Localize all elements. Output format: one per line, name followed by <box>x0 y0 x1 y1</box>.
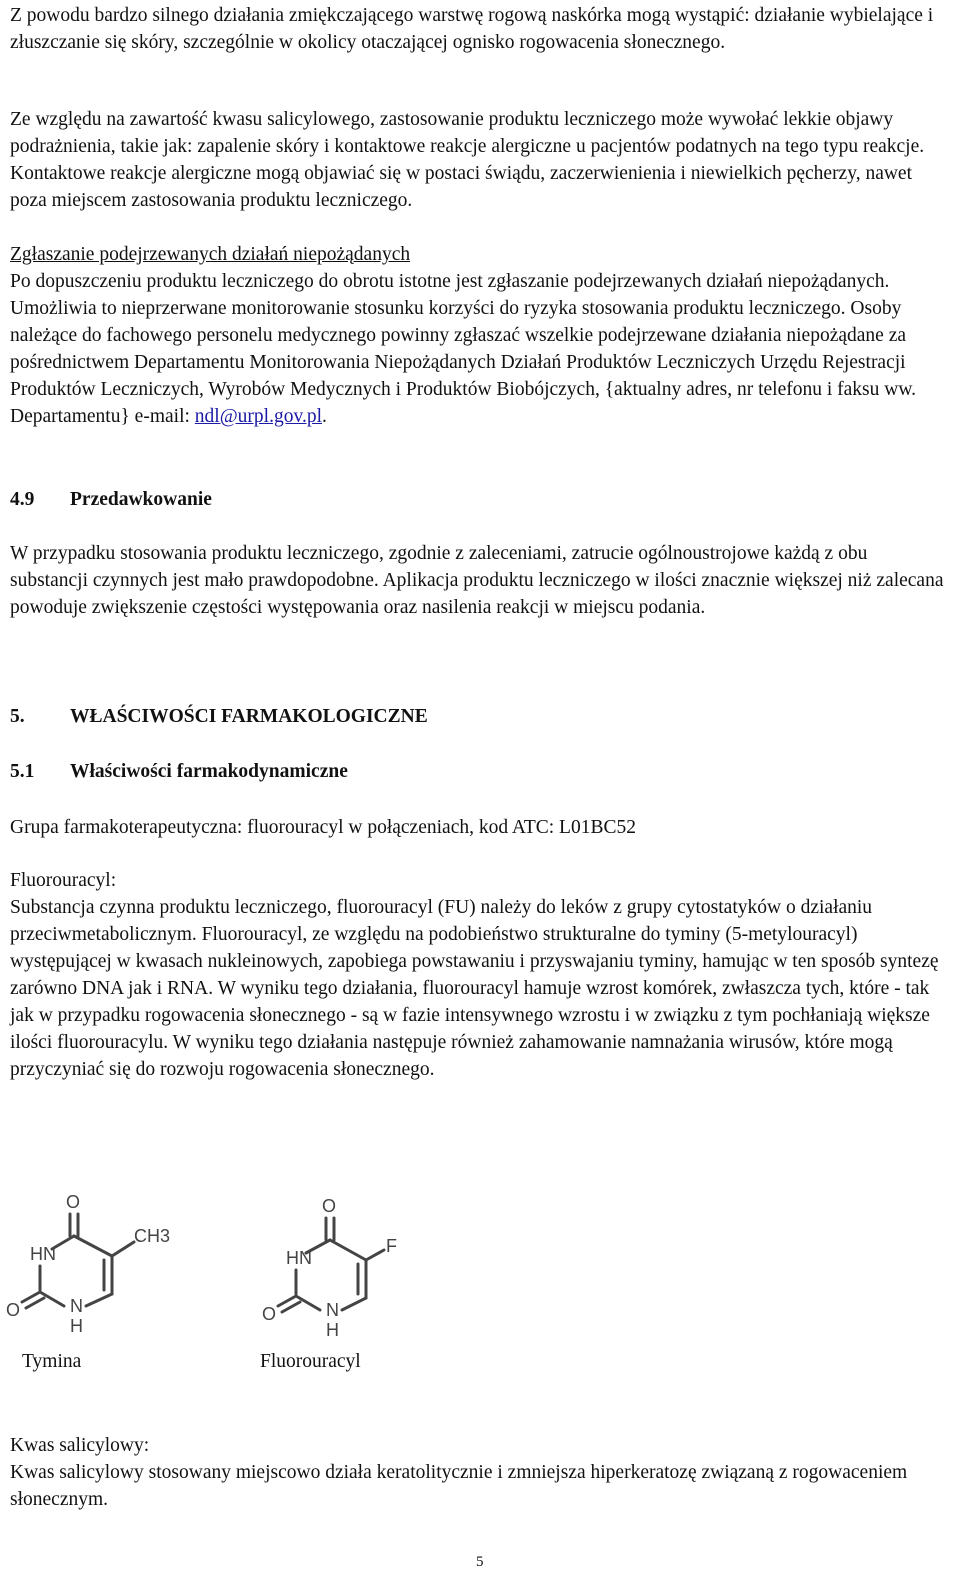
fluorouracil-h-label: H <box>326 1320 339 1340</box>
fluorouracil-paragraph: Substancja czynna produktu leczniczego, fluorouracyl (FU) należy do leków z grupy cytostatyków o działaniu przeciwmetabolicznym. Fluorouracyl, ze względu na podobieństwo strukturalne do tyminy (5-metylouracyl) występującej w kwasach nukleinowych, zapobiega powstawaniu i przyswajaniu tyminy, hamując w ten sposób syntezę zarówno DNA jak i RNA. W wyniku tego działania, fluorouracyl hamuje wzrost komórek, zwłaszcza tych, które - tak jak w przypadku rogowacenia słonecznego - są w fazie intensywnego wzrostu i w związku z tym pochłaniają większe ilości fluorouracylu. W wyniku tego działania następuje również zahamowanie namnażania wirusów, które mogą przyczyniać się do rozwoju rogowacenia słonecznego. <box>10 897 939 1080</box>
section-5-1-heading <box>10 758 348 785</box>
thymine-hn-label: HN <box>30 1244 56 1264</box>
thymine-caption: Tymina <box>22 1351 82 1372</box>
fluorouracil-label: Fluorouracyl: <box>10 870 117 891</box>
fluorouracil-caption: Fluorouracyl <box>260 1351 361 1372</box>
fluorouracil-structure <box>254 1192 414 1342</box>
email-link[interactable]: ndl@urpl.gov.pl <box>194 406 322 427</box>
paragraph-side-effects: Z powodu bardzo silnego działania zmiękczającego warstwę rogową naskórka mogą wystąpić: działanie wybielające i złuszczanie się skóry, szczególnie w okolicy otaczającej ognisko rogowacenia słonecznego. <box>10 5 934 53</box>
reporting-paragraph <box>10 268 945 430</box>
pharmacotherapeutic-group: Grupa farmakoterapeutyczna: fluorouracyl w połączeniach, kod ATC: L01BC52 <box>10 817 636 838</box>
section-5-number: 5. <box>10 706 25 727</box>
fluorouracil-hn-label: HN <box>286 1248 312 1268</box>
section-4-9-title: Przedawkowanie <box>70 489 212 510</box>
thymine-methyl-label: CH3 <box>134 1226 171 1246</box>
fluorouracil-oxygen-top: O <box>322 1196 337 1216</box>
salicylic-label: Kwas salicylowy: <box>10 1435 150 1456</box>
reporting-section <box>10 241 945 430</box>
salicylic-paragraph: Kwas salicylowy stosowany miejscowo działa keratolitycznie i zmniejsza hiperkeratozę związaną z rogowaceniem słonecznym. <box>10 1462 908 1510</box>
section-4-9-number: 4.9 <box>10 489 35 510</box>
section-5-1-number: 5.1 <box>10 761 35 782</box>
reporting-heading: Zgłaszanie podejrzewanych działań niepożądanych <box>10 244 411 265</box>
fluorouracil-n-label: N <box>326 1300 339 1320</box>
section-5-title: WŁAŚCIWOŚCI FARMAKOLOGICZNE <box>70 706 428 727</box>
thymine-structure <box>2 1188 172 1338</box>
page-number: 5 <box>476 1554 484 1570</box>
section-4-9-heading <box>10 486 212 513</box>
fluorouracil-fluorine-label: F <box>386 1236 397 1256</box>
thymine-n-label: N <box>70 1296 83 1316</box>
thymine-oxygen-top: O <box>66 1192 81 1212</box>
fluorouracil-oxygen-left: O <box>262 1304 277 1324</box>
section-5-heading <box>10 703 428 730</box>
section-5-1-title: Właściwości farmakodynamiczne <box>70 761 348 782</box>
reporting-tail: . <box>322 406 327 427</box>
paragraph-salicylic-irritation: Ze względu na zawartość kwasu salicylowego, zastosowanie produktu leczniczego może wywołać lekkie objawy podrażnienia, takie jak: zapalenie skóry i kontaktowe reakcje alergiczne u pacjentów podatnych na tego typu reakcje. Kontaktowe reakcje alergiczne mogą objawiać się w postaci świądu, zaczerwienienia i niewielkich pęcherzy, nawet poza miejscem zastosowania produktu leczniczego. <box>10 109 925 211</box>
thymine-h-label: H <box>70 1316 83 1336</box>
overdose-paragraph: W przypadku stosowania produktu leczniczego, zgodnie z zaleceniami, zatrucie ogólnoustrojowe każdą z obu substancji czynnych jest mało prawdopodobne. Aplikacja produktu leczniczego w ilości znacznie większej niż zalecana powoduje zwiększenie częstości występowania oraz nasilenia reakcji w miejscu podania. <box>10 543 944 618</box>
reporting-text: Po dopuszczeniu produktu leczniczego do obrotu istotne jest zgłaszanie podejrzewanych działań niepożądanych. Umożliwia to nieprzerwane monitorowanie stosunku korzyści do ryzyka stosowania produktu leczniczego. Osoby należące do fachowego personelu medycznego powinny zgłaszać wszelkie podejrzewane działania niepożądane za pośrednictwem Departamentu Monitorowania Niepożądanych Działań Produktów Leczniczych Urzędu Rejestracji Produktów Leczniczych, Wyrobów Medycznych i Produktów Biobójczych, {aktualny adres, nr telefonu i faksu ww. Departamentu} e-mail: <box>10 271 917 427</box>
thymine-oxygen-left: O <box>6 1300 21 1320</box>
